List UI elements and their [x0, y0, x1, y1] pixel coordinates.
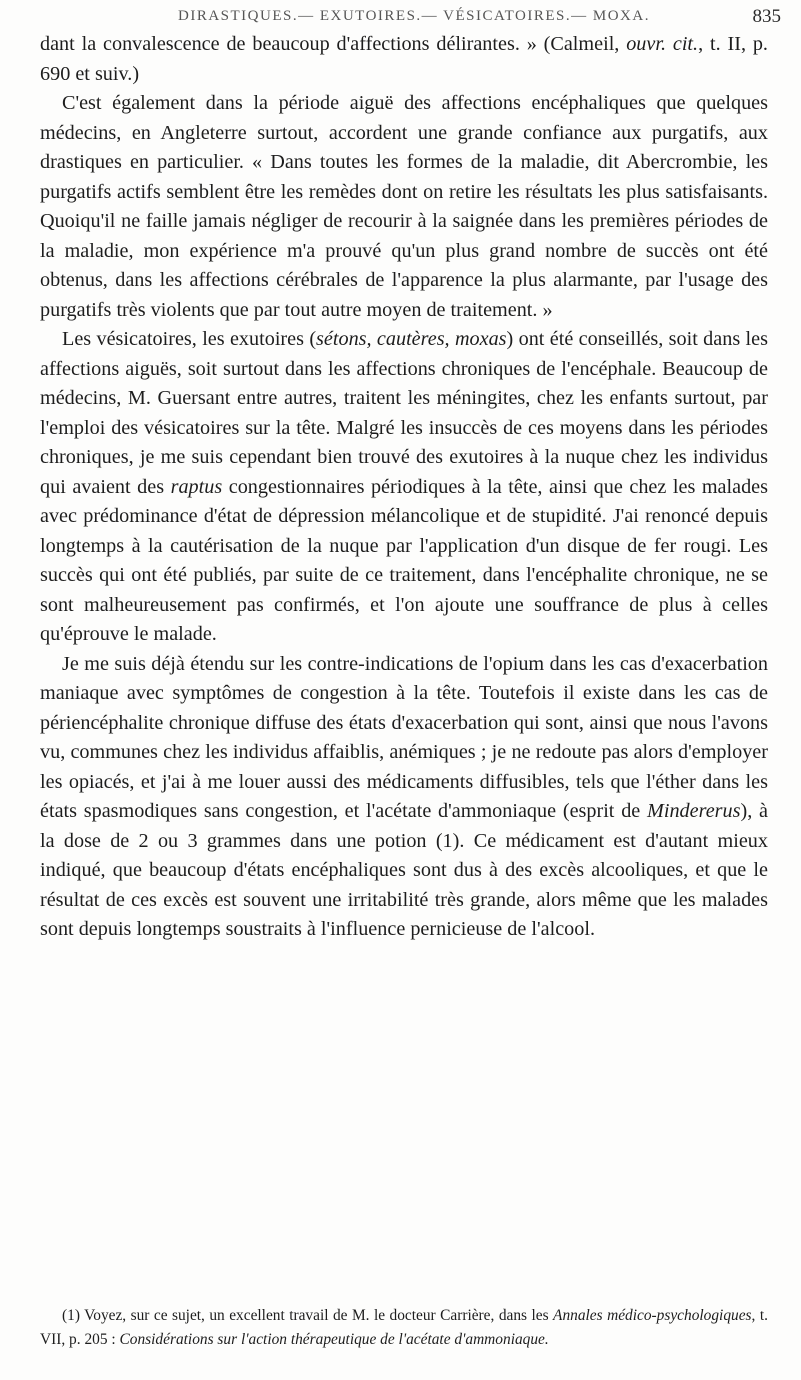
italic-run: Mindererus: [647, 800, 741, 822]
paragraph: [40, 89, 768, 325]
text-run: ) ont été conseillés, soit dans les affections aiguës, soit surtout dans les affections chroniques de l'encéphale. Beaucoup de médecins, M. Guersant entre autres, traitent les méningites, chez les enfants surtout, par l'emploi des vésicatoires sur la tête. Malgré les insuccès de ces moyens dans les périodes chroniques, je me suis cependant bien trouvé des exutoires à la nuque chez les individus qui avaient des: [40, 328, 768, 498]
text-run: Je me suis déjà étendu sur les contre-indications de l'opium dans les cas d'exacerbation maniaque avec symptômes de congestion à la tête. Toutefois il existe dans les cas de périencéphalite chronique diffuse des états d'exacerbation qui sont, ainsi que nous l'avons vu, communes chez les individus affaiblis, anémiques ; je ne redoute pas alors d'employer les opiacés, et j'ai à me louer aussi des médicaments diffusibles, tels que l'éther dans les états spasmodiques sans congestion, et l'acétate d'ammoniaque (esprit de: [40, 652, 768, 822]
italic-run: Annales médico-psychologiques: [553, 1307, 752, 1324]
italic-run: Considérations sur l'action thérapeutique de l'acétate d'ammoniaque.: [119, 1331, 549, 1348]
paragraph: [40, 30, 768, 89]
italic-run: raptus: [170, 475, 223, 498]
text-run: ), à la dose de 2 ou 3 grammes dans une potion (1). Ce médicament est d'autant mieux indiqué, que beaucoup d'états encéphaliques sont dus à des excès alcooliques, et que le résultat de ces excès est souvent une irritabilité très grande, alors même que les malades sont depuis longtemps soustraits à l'influence pernicieuse de l'alcool.: [40, 800, 768, 940]
text-run: , t. VII, p. 205 :: [40, 1307, 768, 1348]
text-run: C'est également dans la période aiguë des affections encéphaliques que quelques médecins, en Angleterre surtout, accordent une grande confiance aux purgatifs, aux drastiques en particulier. « Dans toutes les formes de la maladie, dit Abercrombie, les purgatifs actifs semblent être les remèdes dont on retire les résultats les plus satisfaisants. Quoiqu'il ne faille jamais négliger de recourir à la saignée dans les premières périodes de la maladie, mon expérience m'a prouvé qu'un plus grand nombre de succès ont été obtenus, dans les affections cérébrales de l'apparence la plus alarmante, par l'usage des purgatifs très violents que par tout autre moyen de traitement. »: [40, 92, 768, 321]
text-run: (1) Voyez, sur ce sujet, un excellent travail de M. le docteur Carrière, dans les: [62, 1307, 554, 1324]
body-text: [40, 30, 768, 945]
page-number: 835: [752, 6, 781, 27]
paragraph: [40, 325, 768, 650]
text-run: Les vésicatoires, les exutoires (: [62, 328, 317, 350]
paragraph: [40, 650, 768, 945]
italic-run: sétons, cautères, moxas: [316, 328, 507, 350]
italic-run: ouvr. cit.: [626, 33, 699, 55]
text-run: congestionnaires périodiques à la tête, ainsi que chez les malades avec prédominance d'état de dépression mélancolique et de stupidité. J'ai renoncé depuis longtemps à la cautérisation de la nuque par l'application d'un disque de fer rougi. Les succès qui ont été publiés, par suite de ce traitement, dans l'encéphalite chronique, ne se sont malheureusement pas confirmés, et l'on ajoute une souffrance de plus à celles qu'éprouve le malade.: [40, 475, 768, 645]
footnote: [40, 1304, 768, 1352]
text-run: , t. II, p. 690 et suiv.): [40, 33, 768, 85]
running-head: DIRASTIQUES.— EXUTOIRES.— VÉSICATOIRES.— MOXA.: [178, 8, 650, 24]
text-run: dant la convalescence de beaucoup d'affections délirantes. » (Calmeil,: [40, 33, 627, 55]
